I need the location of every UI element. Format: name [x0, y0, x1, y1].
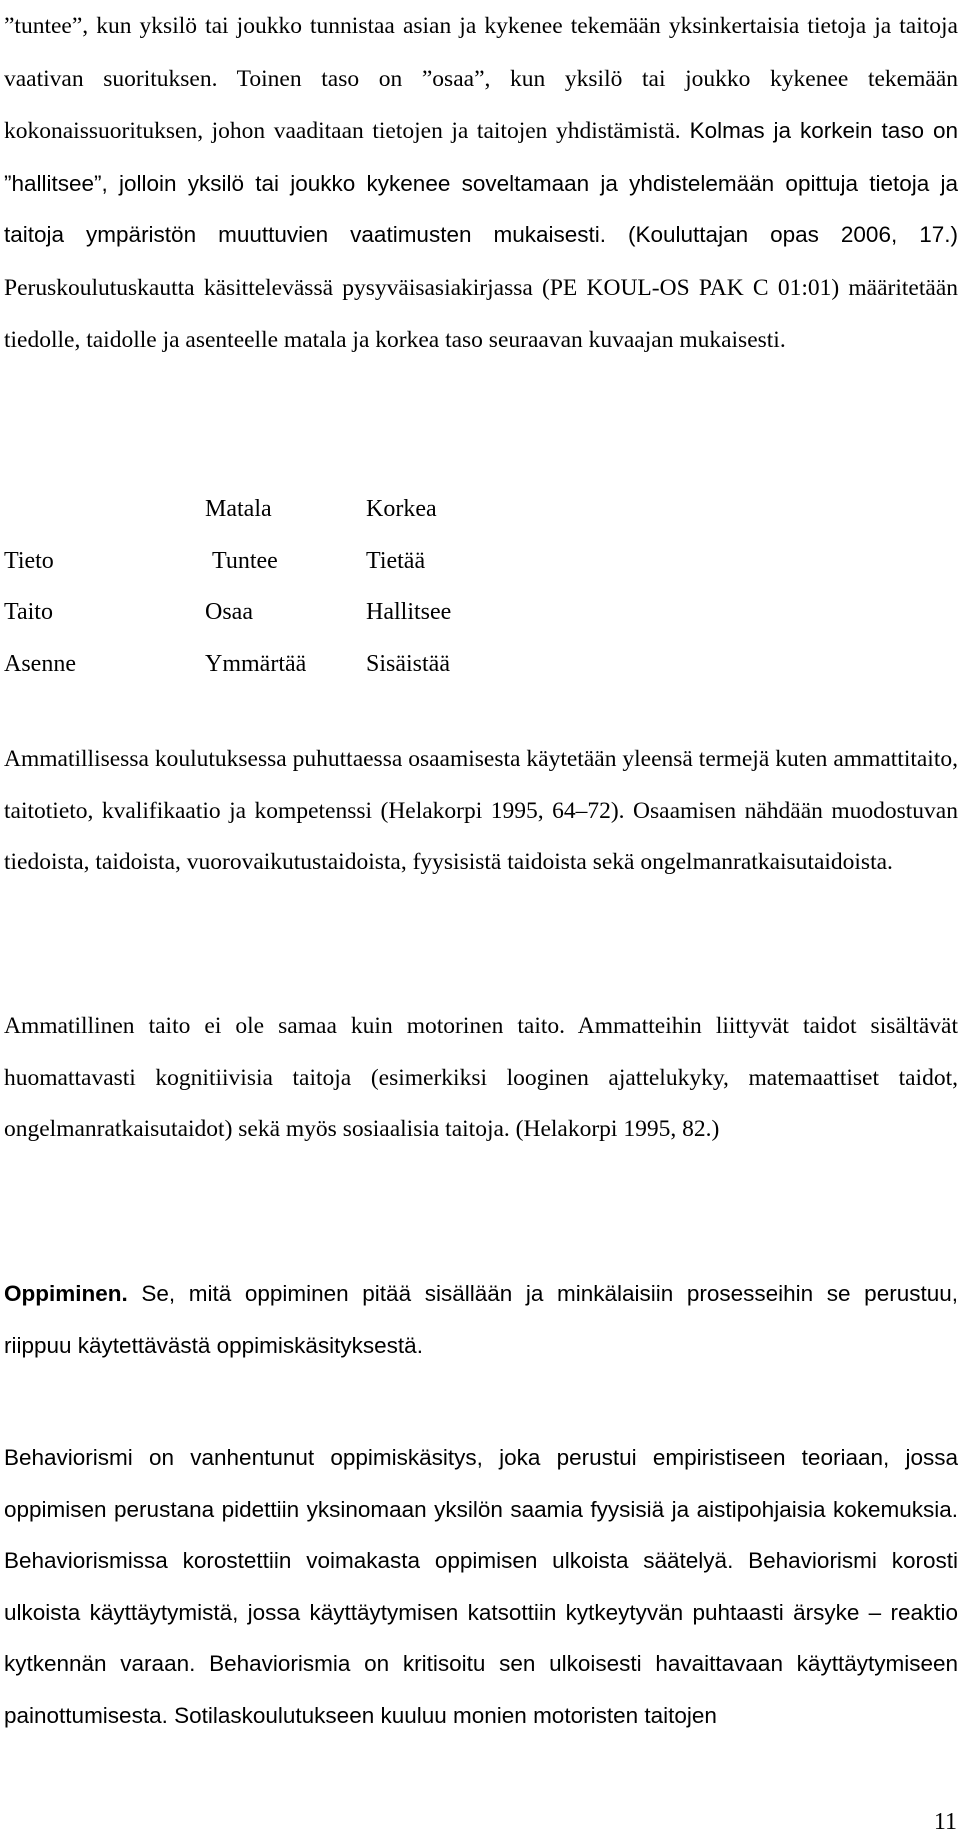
table-cell: Sisäistää [366, 650, 450, 677]
table-cell: Hallitsee [366, 599, 452, 625]
table-row [0, 639, 520, 691]
learning-heading: Oppiminen. [4, 1281, 128, 1306]
page-number: 11 [933, 1809, 957, 1835]
paragraph-learning [4, 1268, 958, 1371]
table-cell: Osaa [205, 599, 253, 625]
table-cell: Asenne [4, 650, 76, 677]
paragraph-behaviorism: Behaviorismi on vanhentunut oppimiskäsitys, joka perustui empiristiseen teoriaan, jossa oppimisen perustana pidettiin yksinomaan yksilön saamia fyysisiä ja aistipohjaisia kokemuksia. Behaviorismissa korostettiin voimakasta oppimisen ulkoista säätelyä. Behaviorismi korosti ulkoista käyttäytymistä, jossa käyttäytymisen katsottiin kytkeytyvän puhtaasti ärsyke – reaktio kytkennän varaan. Behaviorismia on kritisoitu sen ulkoisesti havaittavaan käyttäytymiseen painottumisesta. Sotilaskoulutukseen kuuluu monien motoristen taitojen [4, 1445, 958, 1728]
paragraph-levels-part-c: Peruskoulutuskautta käsittelevässä pysyväisasiakirjassa (PE KOUL-OS PAK C 01:01) määritetään tiedolle, taidolle ja asenteelle matala ja korkea taso seuraavan kuvaajan mukaisesti. [4, 274, 958, 353]
knowledge-levels-table [0, 484, 520, 690]
learning-text: Se, mitä oppiminen pitää sisällään ja minkälaisiin prosesseihin se perustuu, riippuu käytettävästä oppimiskäsityksestä. [4, 1281, 958, 1358]
table-header-cell: Matala [205, 496, 272, 522]
paragraph-vocational-skill: Ammatillinen taito ei ole samaa kuin motorinen taito. Ammatteihin liittyvät taidot sisältävät huomattavasti kognitiivisia taitoja (esimerkiksi looginen ajattelukyky, matemaattiset taidot, ongelmanratkaisutaidot) sekä myös sosiaalisia taitoja. (Helakorpi 1995, 82.) [4, 1013, 958, 1142]
table-row [0, 587, 520, 639]
table-header-cell: Korkea [366, 496, 437, 522]
table-row [0, 536, 520, 588]
table-cell: Tuntee [212, 547, 278, 574]
paragraph-levels-part-a: ”tuntee”, kun yksilö tai joukko tunnistaa asian ja kykenee tekemään yksinkertaisia tietoja ja taitoja vaativan suorituksen. Toinen taso on ”osaa”, kun yksilö tai joukko kykenee tekemään kokonaissuorituksen, johon vaaditaan tietojen ja taitojen yhdistämistä. [4, 13, 958, 144]
paragraph-competence: Ammatillisessa koulutuksessa puhuttaessa osaamisesta käytetään yleensä termejä kuten ammattitaito, taitotieto, kvalifikaatio ja kompetenssi (Helakorpi 1995, 64–72). Osaamisen nähdään muodostuvan tiedoista, taidoista, vuorovaikutustaidoista, fyysisistä taidoista sekä ongelmanratkaisutaidoista. [4, 746, 958, 875]
table-cell: Tieto [4, 547, 54, 574]
table-cell: Tietää [366, 547, 426, 574]
paragraph-levels-part-b: Kolmas ja korkein taso on ”hallitsee”, jolloin yksilö tai joukko kykenee soveltamaan ja yhdistelemään opittuja tietoja ja taitoja ympäristön muuttuvien vaatimusten mukaisesti. (Kouluttajan opas 2006, 17.) [4, 118, 958, 247]
table-cell: Taito [4, 599, 53, 625]
paragraph-levels [4, 0, 958, 367]
table-cell: Ymmärtää [205, 650, 307, 677]
table-header-row [0, 484, 520, 536]
